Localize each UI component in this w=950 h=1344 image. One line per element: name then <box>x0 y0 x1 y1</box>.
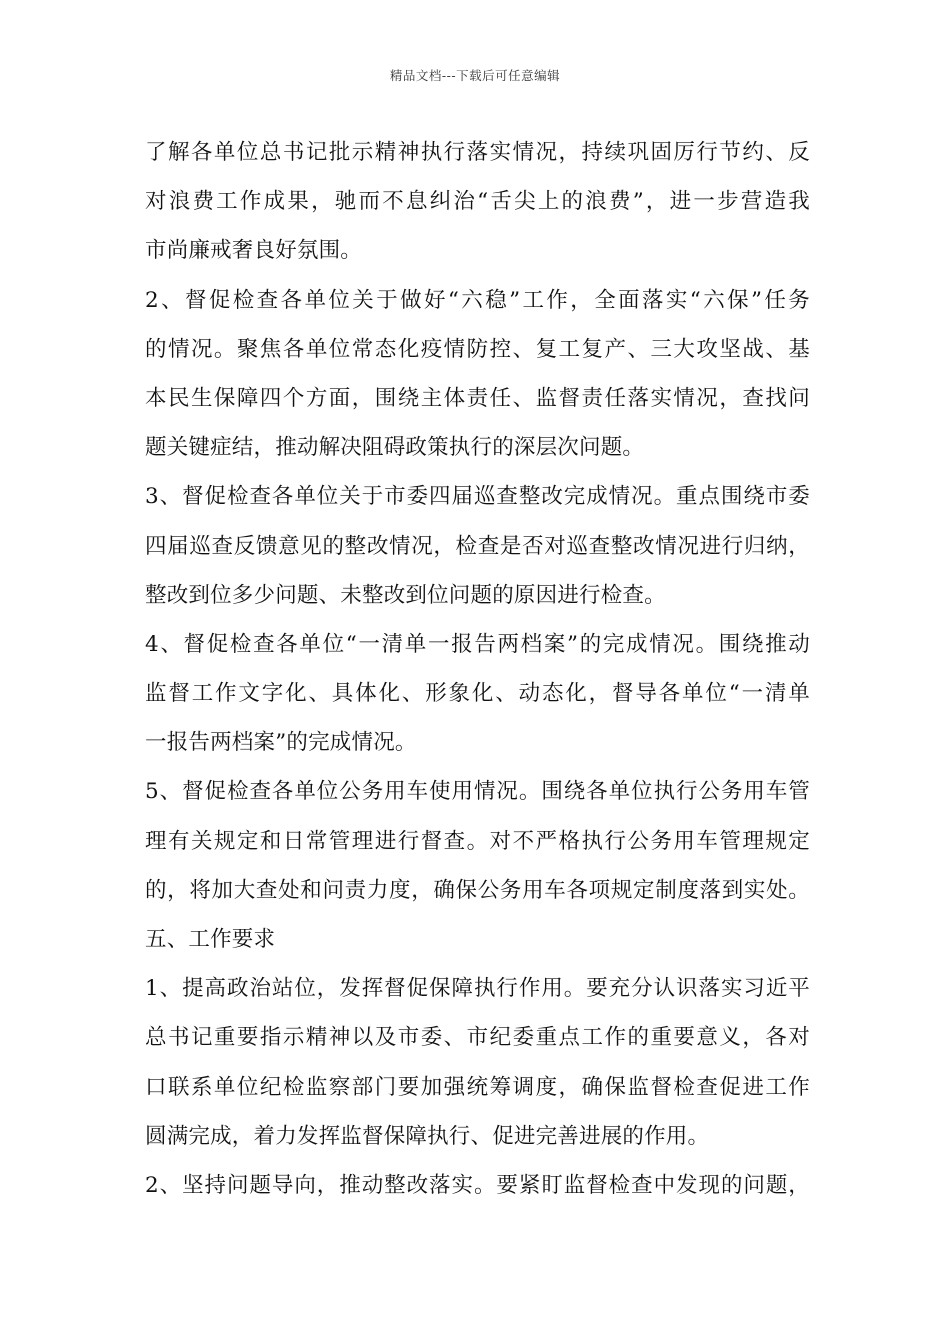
text-line: 一报告两档案”的完成情况。 <box>145 730 417 756</box>
document-body <box>145 128 810 1210</box>
text-line: 1、提高政治站位，发挥督促保障执行作用。要充分认识落实习近平 <box>145 976 810 1002</box>
section-heading: 五、工作要求 <box>145 927 276 952</box>
text-line: 理有关规定和日常管理进行督查。对不严格执行公务用车管理规定 <box>145 828 810 854</box>
page-header: 精品文档---下载后可任意编辑 <box>389 68 561 83</box>
text-line: 监督工作文字化、具体化、形象化、动态化，督导各单位“一清单 <box>145 681 810 707</box>
text-line: 题关键症结，推动解决阻碍政策执行的深层次问题。 <box>145 435 645 461</box>
text-line: 总书记重要指示精神以及市委、市纪委重点工作的重要意义，各对 <box>145 1025 810 1051</box>
text-line: 2、督促检查各单位关于做好“六稳”工作，全面落实“六保”任务 <box>145 287 810 313</box>
text-line: 2、坚持问题导向，推动整改落实。要紧盯监督检查中发现的问题， <box>145 1172 810 1198</box>
text-line: 四届巡查反馈意见的整改情况，检查是否对巡查整改情况进行归纳， <box>145 533 810 559</box>
text-line: 5、督促检查各单位公务用车使用情况。围绕各单位执行公务用车管 <box>145 779 810 805</box>
text-line: 圆满完成，着力发挥监督保障执行、促进完善进展的作用。 <box>145 1123 710 1149</box>
text-line: 市尚廉戒奢良好氛围。 <box>145 238 363 264</box>
text-line: 的，将加大查处和问责力度，确保公务用车各项规定制度落到实处。 <box>145 877 810 903</box>
text-line: 对浪费工作成果，驰而不息纠治“舌尖上的浪费”，进一步营造我 <box>145 189 810 215</box>
text-line: 整改到位多少问题、未整改到位问题的原因进行检查。 <box>145 582 666 608</box>
text-line: 了解各单位总书记批示精神执行落实情况，持续巩固厉行节约、反 <box>145 140 810 165</box>
text-line: 本民生保障四个方面，围绕主体责任、监督责任落实情况，查找问 <box>145 385 810 411</box>
text-line: 的情况。聚焦各单位常态化疫情防控、复工复产、三大攻坚战、基 <box>145 336 810 362</box>
text-line: 口联系单位纪检监察部门要加强统筹调度，确保监督检查促进工作 <box>145 1074 810 1100</box>
text-line: 4、督促检查各单位“一清单一报告两档案”的完成情况。围绕推动 <box>145 631 810 657</box>
text-line: 3、督促检查各单位关于市委四届巡查整改完成情况。重点围绕市委 <box>145 484 810 510</box>
